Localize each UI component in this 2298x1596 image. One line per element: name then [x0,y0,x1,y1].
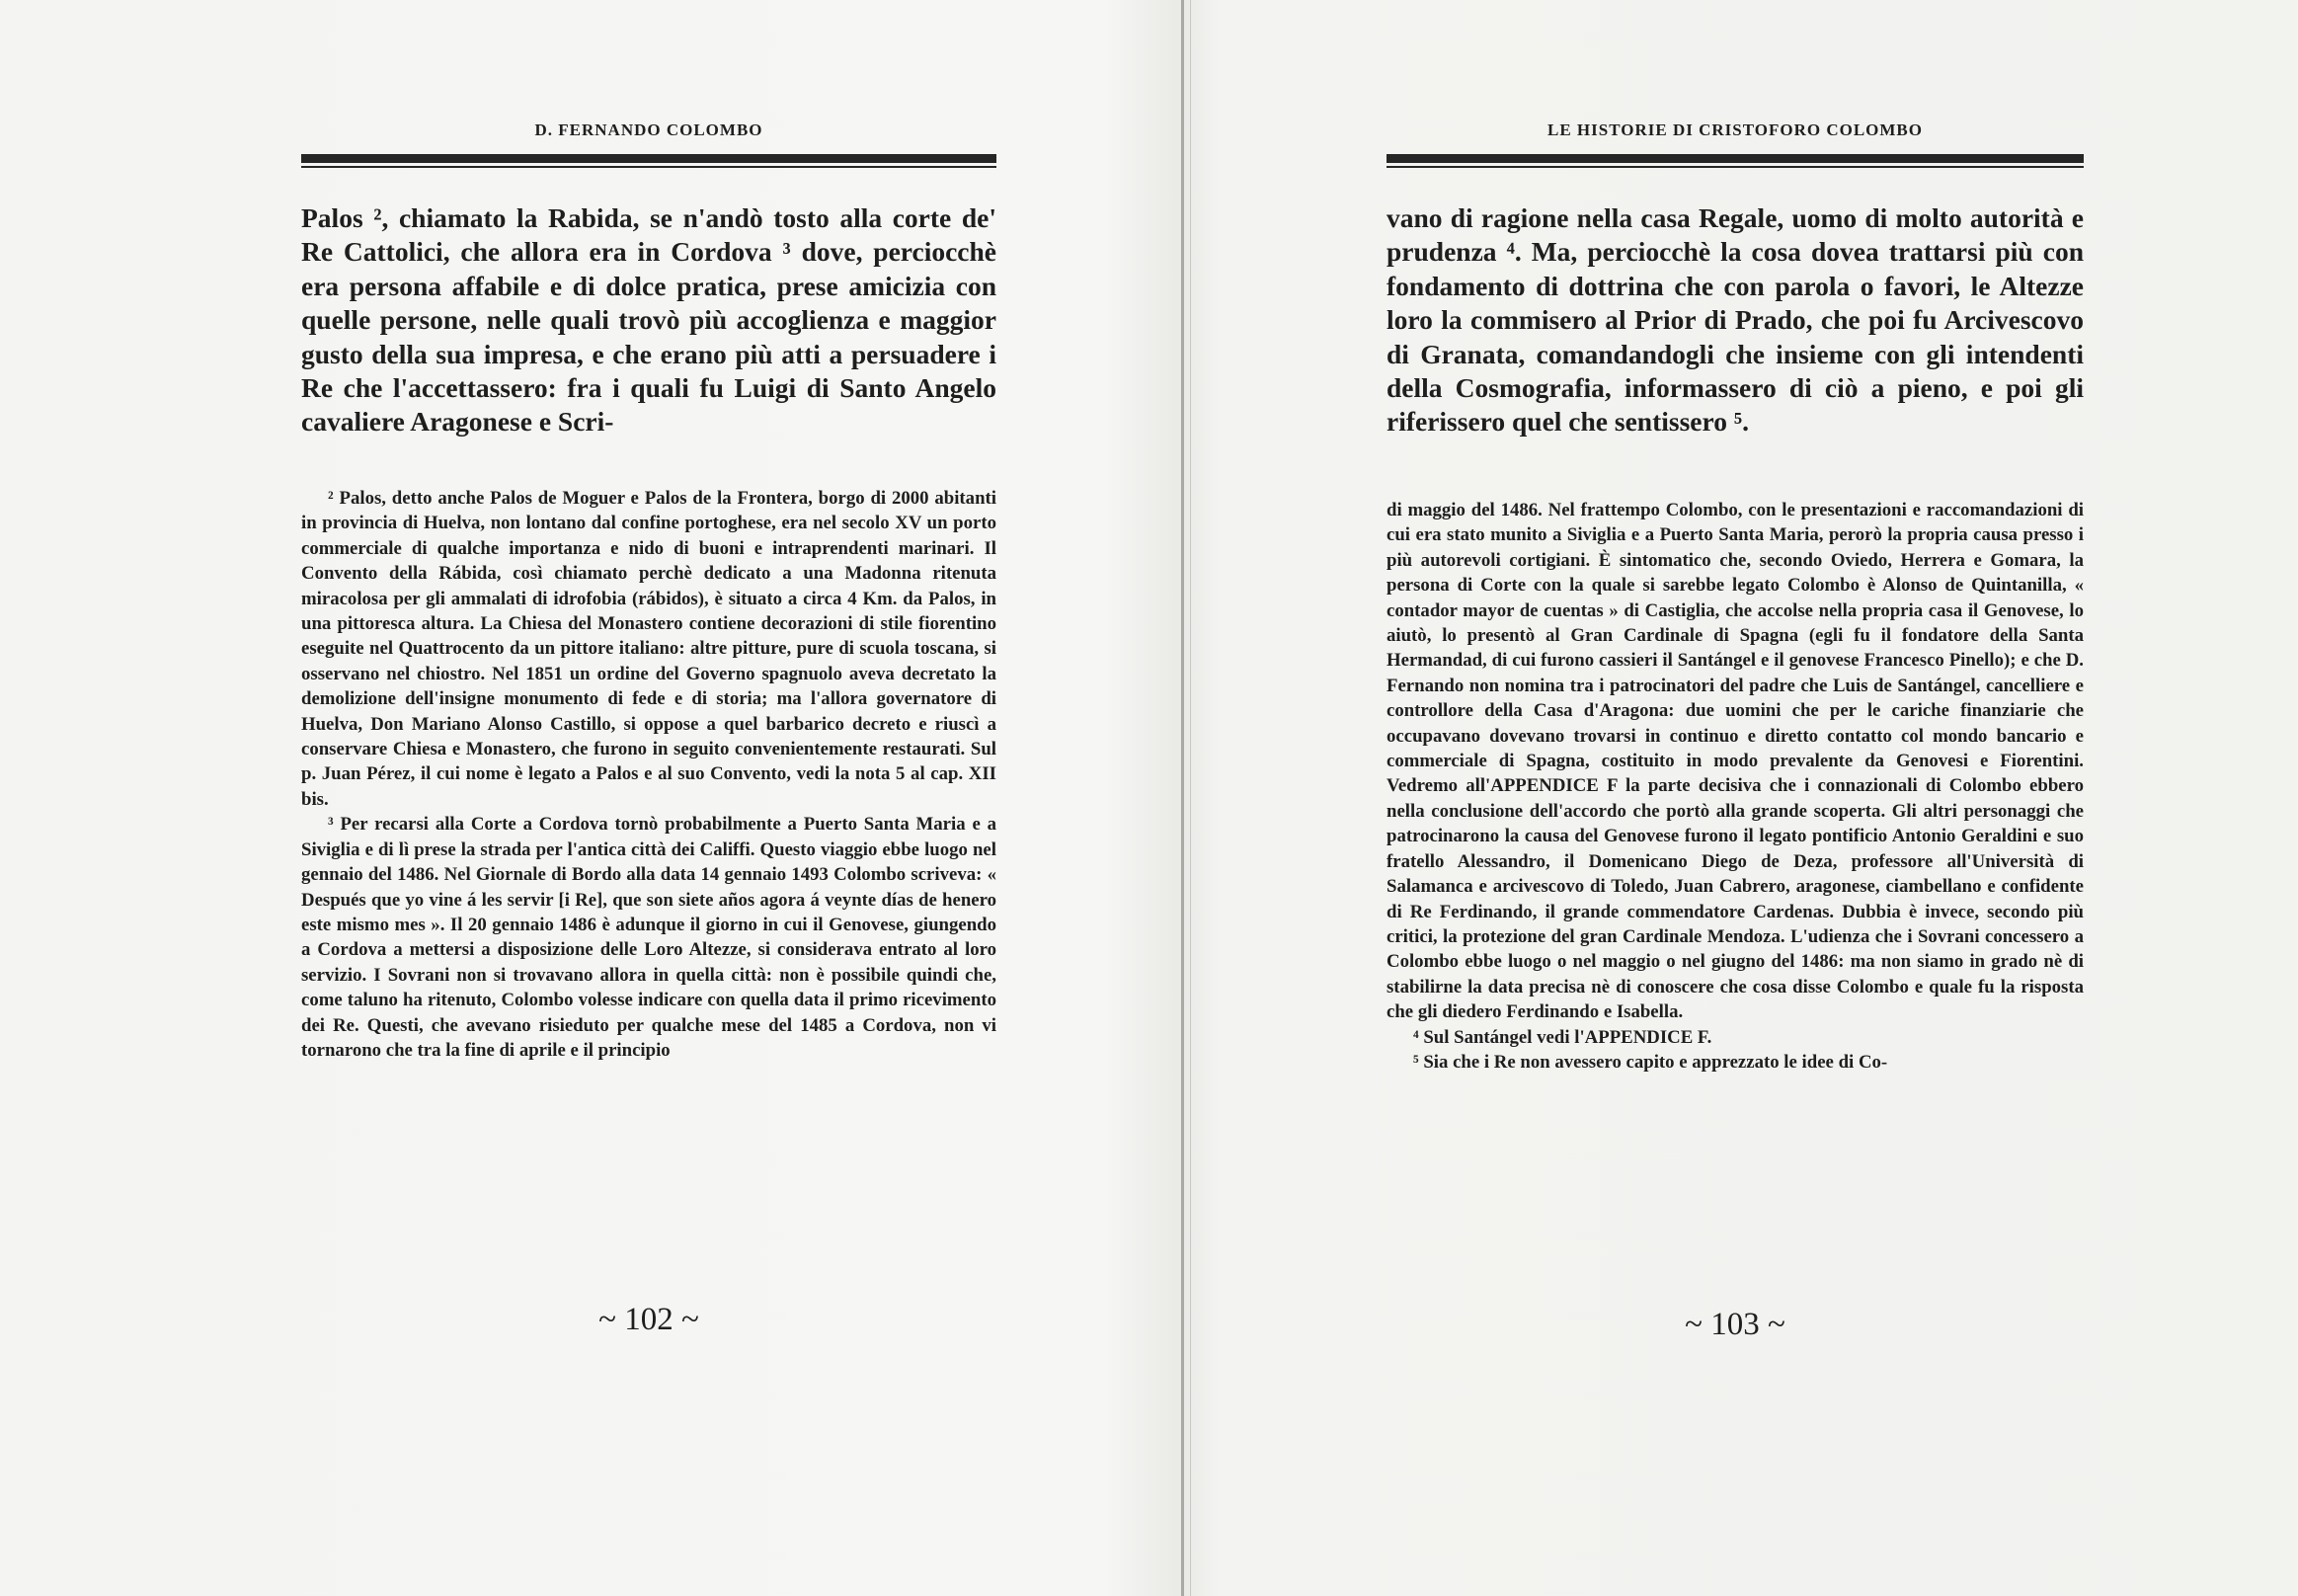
footnote-continuation: di maggio del 1486. Nel frattempo Colombo, con le presentazioni e raccomandazioni di cui era stato munito a Siviglia e a Puerto Santa Maria, perorò la propria causa presso i più autorevoli cortigiani. È sintomatico che, secondo Oviedo, Herrera e Gomara, la persona di Corte con la quale si sarebbe legato Colombo è Alonso de Quintanilla, « contador mayor de cuentas » di Castiglia, che accolse nella propria casa il Genovese, lo aiutò, lo presentò al Gran Cardinale di Spagna (egli fu il fondatore della Santa Hermandad, di cui furono cassieri il Santángel e il genovese Francesco Pinello); e che D. Fernando non nomina tra i patrocinatori del padre che Luis de Santángel, cancelliere e controllore della Casa d'Aragona: due uomini che per le cariche finanziarie che occupavano dovevano trovarsi in continuo e diretto contatto col mondo bancario e commerciale di Spagna, costituito in modo prevalente da Genovesi e Fiorentini. Vedremo all'APPENDICE F la parte decisiva che i connazionali di Colombo ebbero nella conclusione dell'accordo che portò alla grande scoperta. Gli altri personaggi che patrocinarono la causa del Genovese furono il legato pontificio Antonio Geraldini e suo fratello Alessandro, il Domenicano Diego de Deza, professore all'Università di Salamanca e arcivescovo di Toledo, Juan Cabrero, aragonese, ciambellano e confidente di Re Ferdinando, il grande commendatore Cardenas. Dubbia è invece, secondo più critici, la protezione del gran Cardinale Mendoza. L'udienza che i Sovrani concessero a Colombo ebbe luogo o nel maggio o nel giugno del 1486: ma non siamo in grado nè di stabilirne la data precisa nè di conoscere che cosa disse Colombo e quale fu la risposta che gli diedero Ferdinando e Isabella. [1387,500,2084,1023]
book-gutter-shadow [1190,0,1191,1596]
footnote-2: ² Palos, detto anche Palos de Moguer e Palos de la Frontera, borgo di 2000 abitanti in provincia di Huelva, non lontano dal confine portoghese, era nel secolo XV un porto commerciale di qualche importanza e nido di buoni e intraprendenti marinari. Il Convento della Rábida, così chiamato perchè dedicato a una Madonna ritenuta miracolosa per gli ammalati di idrofobia (rábidos), è situato a circa 4 Km. da Palos, in una pittoresca altura. La Chiesa del Monastero contiene decorazioni di stile fiorentino eseguite nel Quattrocento da un pittore italiano: altre pitture, pure di scuola toscana, si osservano nel chiostro. Nel 1851 un ordine del Governo spagnuolo aveva decretato la demolizione dell'insigne monumento di fede e di storia; ma l'allora governatore di Huelva, Don Mariano Alonso Castillo, si oppose a quel barbarico decreto e riuscì a conservare Chiesa e Monastero, che furono in seguito convenientemente restaurati. Sul p. Juan Pérez, il cui nome è legato a Palos e al suo Convento, vedi la nota 5 al cap. XII bis. [301,488,996,810]
header-rule [301,154,996,163]
footnotes [301,486,996,1063]
page-number: ~ 103 ~ [1685,1307,1785,1342]
footnote-4: ⁴ Sul Santángel vedi l'APPENDICE F. [1413,1026,1712,1048]
main-text: Palos ², chiamato la Rabida, se n'andò tosto alla corte de' Re Cattolici, che allora era in Cordova ³ dove, perciocchè era persona affabile e di dolce pratica, prese amicizia con quelle persone, nelle quali trovò più accoglienza e maggior gusto della sua impresa, e che erano più atti a persuadere i Re che l'accettassero: fra i quali fu Luigi di Santo Angelo cavaliere Aragonese e Scri- [301,202,996,438]
header-rule [1387,154,2084,163]
book-gutter [1181,0,1184,1596]
running-head: D. FERNANDO COLOMBO [534,120,763,139]
footnotes [1387,498,2084,1075]
page-number: ~ 102 ~ [598,1302,699,1337]
footnote-3: ³ Per recarsi alla Corte a Cordova tornò probabilmente a Puerto Santa Maria e a Siviglia e di lì prese la strada per l'antica città dei Califfi. Questo viaggio ebbe luogo nel gennaio del 1486. Nel Giornale di Bordo alla data 14 gennaio 1493 Colombo scriveva: « Después que yo vine á les servir [i Re], que son siete años agora á veynte días de henero este mismo mes ». Il 20 gennaio 1486 è adunque il giorno in cui il Genovese, giungendo a Cordova a mettersi a disposizione delle Loro Altezze, si considerava entrato al loro servizio. I Sovrani non si trovavano allora in quella città: non è possibile quindi che, come taluno ha ritenuto, Colombo volesse indicare con quella data il primo ricevimento dei Re. Questi, che avevano risieduto per qualche mese del 1485 a Cordova, non vi tornarono che tra la fine di aprile e il principio [301,814,996,1061]
main-text: vano di ragione nella casa Regale, uomo di molto autorità e prudenza ⁴. Ma, perciocchè la cosa dovea trattarsi più con fondamento di dottrina che con parola o favori, le Altezze loro la commisero al Prior di Prado, che poi fu Arcivescovo di Granata, comandandogli che insieme con gli intendenti della Cosmografia, informassero di ciò a pieno, e poi gli riferissero quel che sentissero ⁵. [1387,202,2084,438]
running-head: LE HISTORIE DI CRISTOFORO COLOMBO [1546,120,1923,139]
footnote-5: ⁵ Sia che i Re non avessero capito e apprezzato le idee di Co- [1413,1051,1888,1073]
